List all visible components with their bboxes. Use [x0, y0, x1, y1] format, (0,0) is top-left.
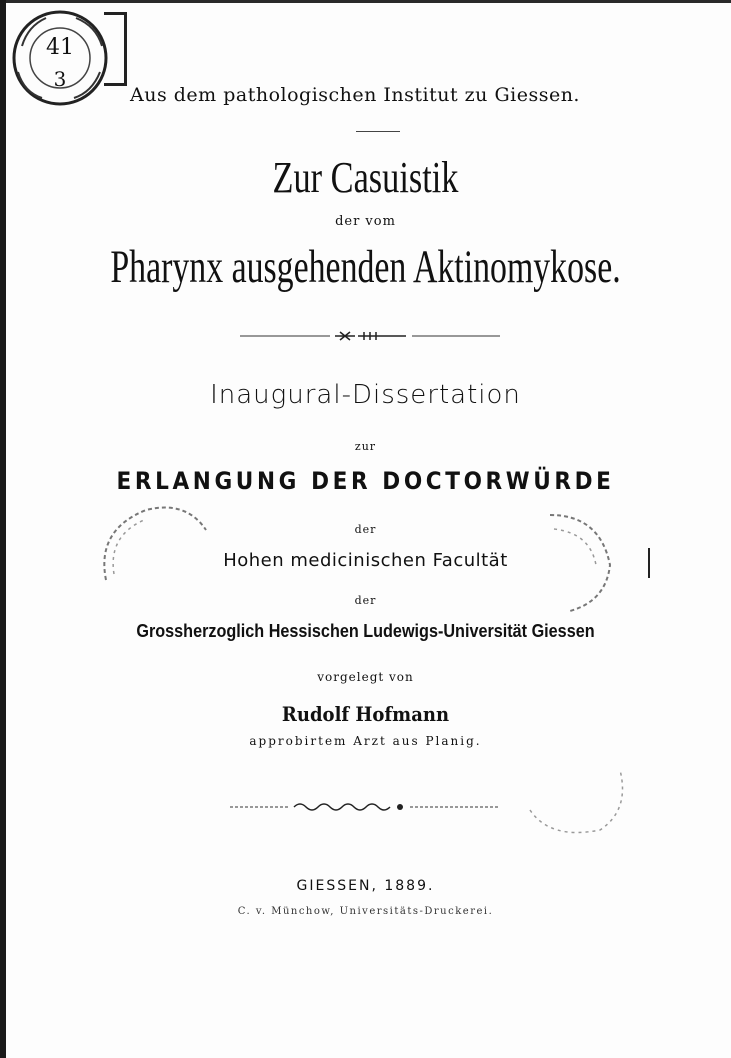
institute-line: Aus dem pathologischen Institut zu Giessen.: [130, 84, 580, 106]
title-connector: der vom: [335, 214, 396, 229]
connector-zur: zur: [354, 440, 377, 453]
ornamental-divider-lower: [230, 800, 500, 814]
faint-stamp-lower: [520, 750, 630, 840]
university-line: Grossherzoglich Hessischen Ludewigs-Universität Giessen: [136, 621, 595, 641]
faculty-line: Hohen medicinischen Facultät: [223, 550, 508, 571]
connector-der-2: der: [354, 594, 377, 607]
submitted-by: vorgelegt von: [317, 670, 414, 684]
main-title-line2: Pharynx ausgehenden Aktinomykose.: [110, 241, 621, 293]
divider-short: [356, 131, 400, 132]
stamp-top-number: 41: [46, 35, 74, 60]
author-name: Rudolf Hofmann: [281, 702, 450, 726]
degree-purpose: ERLANGUNG DER DOCTORWÜRDE: [116, 467, 615, 495]
library-stamp: [6, 6, 124, 106]
scan-edge-top: [0, 0, 731, 3]
main-title-line1: Zur Casuistik: [272, 153, 459, 202]
stamp-bottom-number: 3: [53, 67, 67, 91]
printer-line: C. v. Münchow, Universitäts-Druckerei.: [237, 906, 494, 917]
ornamental-divider: [240, 328, 500, 344]
author-title: approbirtem Arzt aus Planig.: [249, 734, 482, 748]
connector-der-1: der: [354, 523, 377, 536]
dissertation-heading: Inaugural-Dissertation: [210, 380, 521, 410]
faint-stamp-left: [86, 500, 216, 620]
place-year: GIESSEN, 1889.: [296, 878, 435, 894]
faint-stamp-right: [530, 505, 620, 615]
